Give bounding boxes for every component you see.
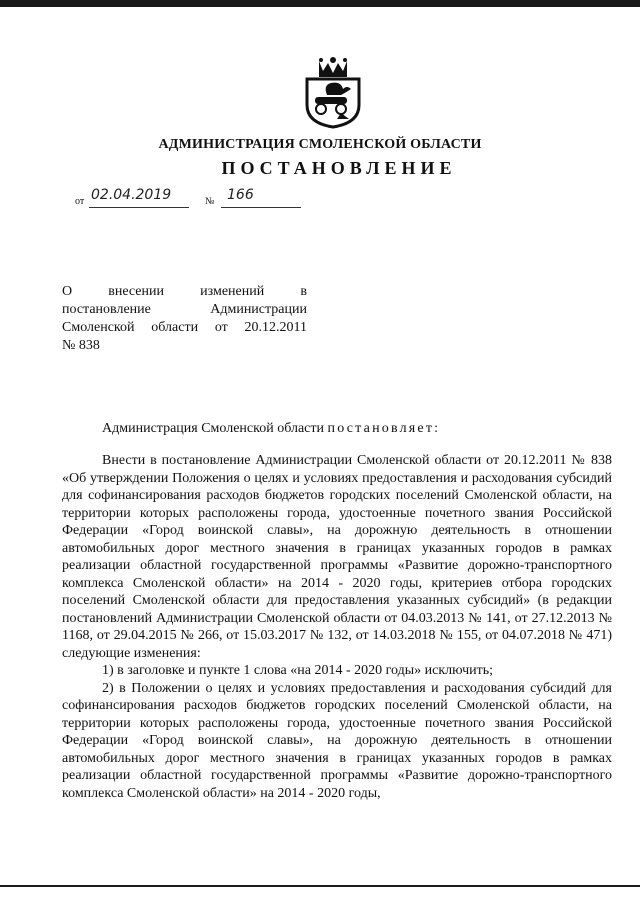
handwritten-number: 166 [227,187,254,203]
body-paragraph-2: 1) в заголовке и пункте 1 слова «на 2014 - 2020 годы» исключить; [102,663,493,678]
document-body [62,452,612,802]
document-type-title: ПОСТАНОВЛЕНИЕ [221,158,457,178]
handwritten-date: 02.04.2019 [91,187,172,203]
body-paragraph-1: Внести в постановление Администрации Смоленской области от 20.12.2011 № 838 «Об утверждении Положения о целях и условиях предоставления и расходования субсидий для софинансирования расходов бюджетов городских поселений Смоленской области, на территории которых расположены города, удостоенные почетного звания Российской Федерации «Город воинской славы», на дорожную деятельность в отношении автомобильных дорог местного значения в границах указанных городов в рамках реализации областной государственной программы «Развитие дорожно-транспортного комплекса Смоленской области» на 2014 - 2020 годы, критериев отбора городских поселений Смоленской области для предоставления указанных субсидий» (в редакции постановлений Администрации Смоленской области от 04.03.2013 № 141, от 27.12.2013 № 1168, от 29.04.2015 № 266, от 15.03.2017 № 132, от 14.03.2018 № 155, от 04.07.2018 № 471) следующие изменения: [62,453,612,661]
date-underline [89,207,189,208]
number-underline [221,207,301,208]
subject-line-2: постановление Администрации [62,302,307,317]
coat-of-arms-emblem [297,55,369,129]
subject-line-3: Смоленской области от 20.12.2011 [62,320,307,335]
document-subject [62,283,307,355]
preamble [102,421,440,437]
subject-line-4: № 838 [62,338,100,353]
subject-line-1: О внесении изменений в [62,284,307,299]
bottom-border [0,885,640,887]
preamble-resolves: постановляет: [327,421,441,436]
preamble-text: Администрация Смоленской области [102,421,325,436]
number-label: № [205,196,215,207]
organization-title: АДМИНИСТРАЦИЯ СМОЛЕНСКОЙ ОБЛАСТИ [158,137,482,152]
body-paragraph-3: 2) в Положении о целях и условиях предоставления и расходования субсидий для софинансирования расходов бюджетов городских поселений Смоленской области, на территории которых расположены города, удостоенные почетного звания Российской Федерации «Город воинской славы», на дорожную деятельность в отношении автомобильных дорог местного значения в границах указанных городов в рамках реализации областной государственной программы «Развитие дорожно-транспортного комплекса Смоленской области» на 2014 - 2020 годы, [62,680,612,801]
date-number-line [75,187,315,210]
date-from-label: от [75,196,85,207]
top-border [0,0,640,7]
